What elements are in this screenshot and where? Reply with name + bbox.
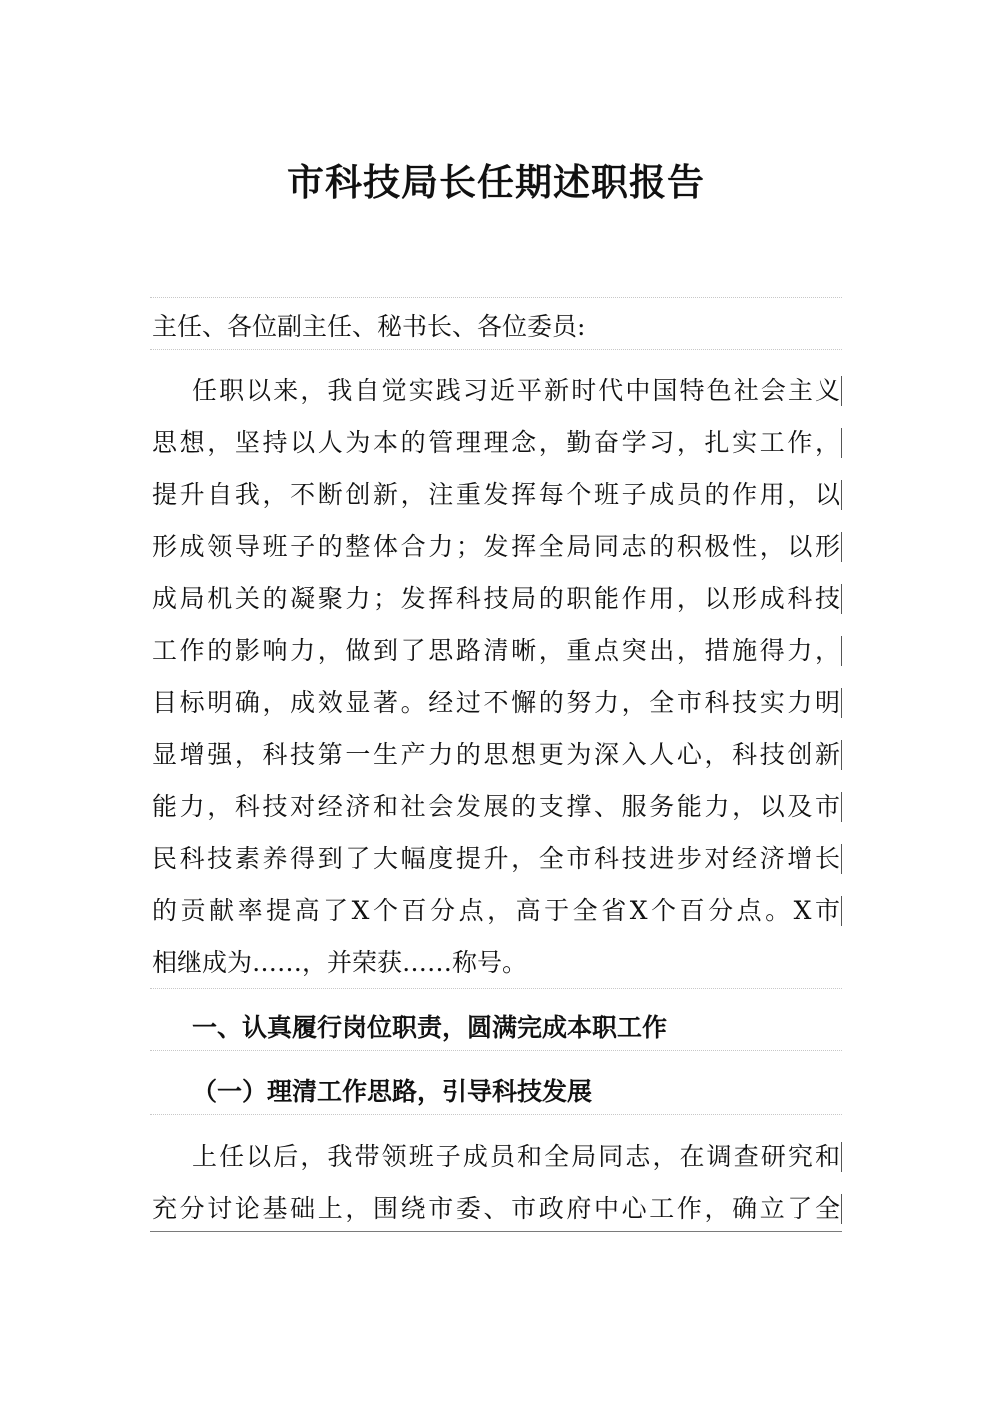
- intro-line: 的贡献率提高了X个百分点，高于全省X个百分点。X市: [152, 896, 840, 925]
- line-end-marker: [841, 1142, 842, 1172]
- intro-line: 目标明确，成效显著。经过不懈的努力，全市科技实力明: [152, 688, 840, 717]
- section-heading: 一、认真履行岗位职责，圆满完成本职工作: [192, 1013, 668, 1042]
- intro-line: 任职以来，我自觉实践习近平新时代中国特色社会主义: [192, 376, 840, 405]
- salutation-bottom-rule: [150, 349, 842, 350]
- line-end-marker: [841, 896, 842, 926]
- document-title: 市科技局长任期述职报告: [287, 160, 705, 204]
- intro-line: 相继成为……，并荣获……称号。: [152, 948, 528, 977]
- line-end-marker: [841, 740, 842, 770]
- line-end-marker: [841, 792, 842, 822]
- heading-rule: [150, 1050, 842, 1051]
- intro-line: 思想，坚持以人为本的管理理念，勤奋学习，扎实工作，: [152, 428, 840, 457]
- intro-line: 形成领导班子的整体合力；发挥全局同志的积极性，以形: [152, 532, 840, 561]
- intro-line: 民科技素养得到了大幅度提升，全市科技进步对经济增长: [152, 844, 840, 873]
- salutation-top-rule: [150, 297, 842, 298]
- line-end-marker: [841, 428, 842, 458]
- salutation: 主任、各位副主任、秘书长、各位委员:: [152, 312, 586, 341]
- page-bottom-rule: [150, 1231, 842, 1232]
- line-end-marker: [841, 376, 842, 406]
- body-line: 上任以后，我带领班子成员和全局同志，在调查研究和: [192, 1142, 840, 1171]
- paragraph-rule: [150, 988, 842, 989]
- line-end-marker: [841, 688, 842, 718]
- intro-line: 能力，科技对经济和社会发展的支撑、服务能力，以及市: [152, 792, 840, 821]
- subsection-heading: （一）理清工作思路，引导科技发展: [192, 1077, 593, 1106]
- subheading-rule: [150, 1114, 842, 1115]
- intro-line: 成局机关的凝聚力；发挥科技局的职能作用，以形成科技: [152, 584, 840, 613]
- intro-line: 显增强，科技第一生产力的思想更为深入人心，科技创新: [152, 740, 840, 769]
- body-line: 充分讨论基础上，围绕市委、市政府中心工作，确立了全: [152, 1194, 840, 1223]
- line-end-marker: [841, 532, 842, 562]
- intro-line: 提升自我，不断创新，注重发挥每个班子成员的作用，以: [152, 480, 840, 509]
- line-end-marker: [841, 584, 842, 614]
- intro-line: 工作的影响力，做到了思路清晰，重点突出，措施得力，: [152, 636, 840, 665]
- line-end-marker: [841, 844, 842, 874]
- line-end-marker: [841, 480, 842, 510]
- line-end-marker: [841, 636, 842, 666]
- line-end-marker: [841, 1194, 842, 1224]
